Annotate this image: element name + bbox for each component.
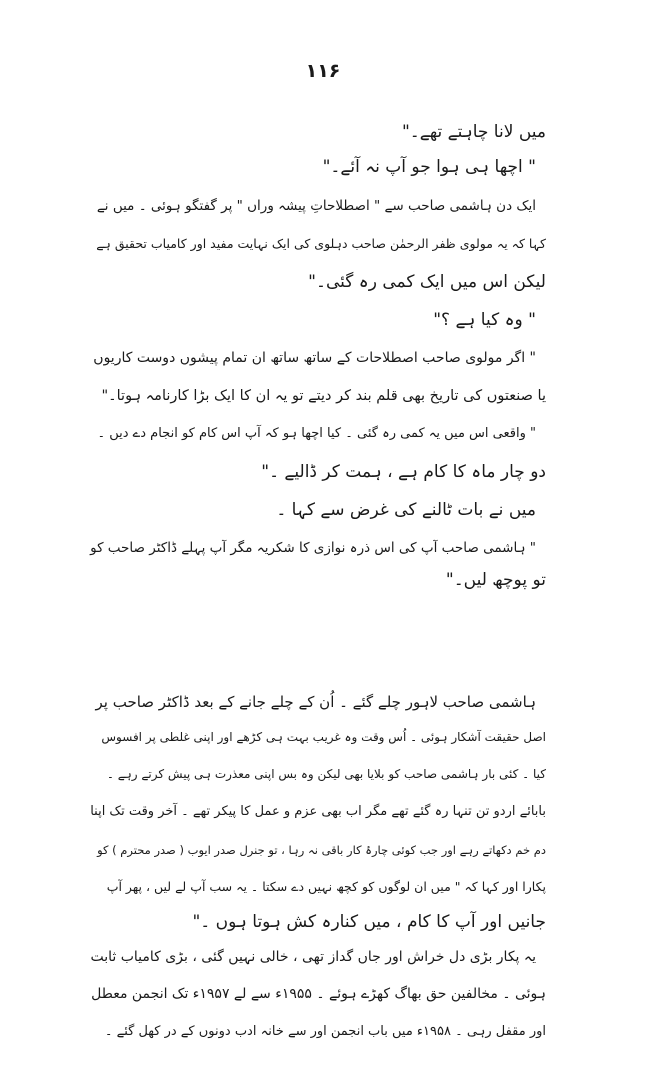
text-line: " واقعی اس میں یہ کمی رہ گئی ۔ کیا اچھا ہو کہ آپ اس کام کو انجام دے دیں ۔ [97, 426, 536, 441]
page-number: ۱۱۶ [305, 60, 341, 82]
text-line: میں نے بات ٹالنے کی غرض سے کہا ۔ [276, 500, 536, 520]
text-line: پکارا اور کہا کہ " میں ان لوگوں کو کچھ نہیں دے سکتا ۔ یہ سب آپ لے لیں ، پھر آپ [106, 879, 546, 894]
text-line: دم خم دکھاتے رہے اور جب کوئی چارۂ کار باقی نہ رہا ، تو جنرل صدر ایوب ( صدر محترم ) کو [97, 843, 546, 857]
text-line: جانیں اور آپ کا کام ، میں کنارہ کش ہوتا ہوں ۔" [192, 912, 546, 932]
text-line: کہا کہ یہ مولوی ظفر الرحمٰن صاحب دہلوی کی ایک نہایت مفید اور کامیاب تحقیق ہے [96, 236, 546, 251]
text-line: اور مقفل رہی ۔ ۱۹۵۸ء میں باب انجمن اور سے خانہ ادب دونوں کے در کھل گئے ۔ [104, 1024, 546, 1039]
text-line: لیکن اس میں ایک کمی رہ گئی۔" [308, 272, 546, 292]
text-line: کیا ۔ کئی بار ہاشمی صاحب کو بلایا بھی لیکن وہ بس اپنی معذرت ہی پیش کرتے رہے ۔ [106, 767, 546, 781]
text-line: ہاشمی صاحب لاہور چلے گئے ۔ اُن کے چلے جانے کے بعد ڈاکٹر صاحب پر [95, 693, 536, 711]
text-line: " اگر مولوی صاحب اصطلاحات کے ساتھ ساتھ ان تمام پیشوں دوست کاریوں [93, 350, 536, 366]
text-line: یہ پکار بڑی دل خراش اور جاں گداز تھی ، خالی نہیں گئی ، بڑی کامیاب ثابت [90, 949, 536, 965]
text-line: " اچھا ہی ہوا جو آپ نہ آئے۔" [322, 157, 536, 177]
text-line: اصل حقیقت آشکار ہوئی ۔ اُس وقت وہ غریب بہت ہی کڑھے اور اپنی غلطی پر افسوس [101, 730, 546, 744]
text-line: " وہ کیا ہے ؟" [433, 310, 536, 330]
text-line: " ہاشمی صاحب آپ کی اس ذرہ نوازی کا شکریہ مگر آپ پہلے ڈاکٹر صاحب کو [90, 540, 536, 556]
text-line: یا صنعتوں کی تاریخ بھی قلم بند کر دیتے تو یہ ان کا ایک بڑا کارنامہ ہوتا۔" [101, 388, 546, 404]
text-line: تو پوچھ لیں۔" [445, 570, 546, 590]
text-line: بابائے اردو تن تنہا رہ گئے تھے مگر اب بھی عزم و عمل کا پیکر تھے ۔ آخر وقت تک اپنا [90, 804, 546, 819]
text-line: میں لانا چاہتے تھے۔" [401, 122, 546, 142]
text-line: ہوئی ۔ مخالفین حق بھاگ کھڑے ہوئے ۔ ۱۹۵۵ء سے لے ۱۹۵۷ء تک انجمن معطل [91, 986, 546, 1002]
text-line: ایک دن ہاشمی صاحب سے " اصطلاحاتِ پیشہ وراں " پر گفتگو ہوئی ۔ میں نے [96, 198, 536, 214]
text-line: دو چار ماہ کا کام ہے ، ہمت کر ڈالیے ۔" [261, 462, 546, 482]
